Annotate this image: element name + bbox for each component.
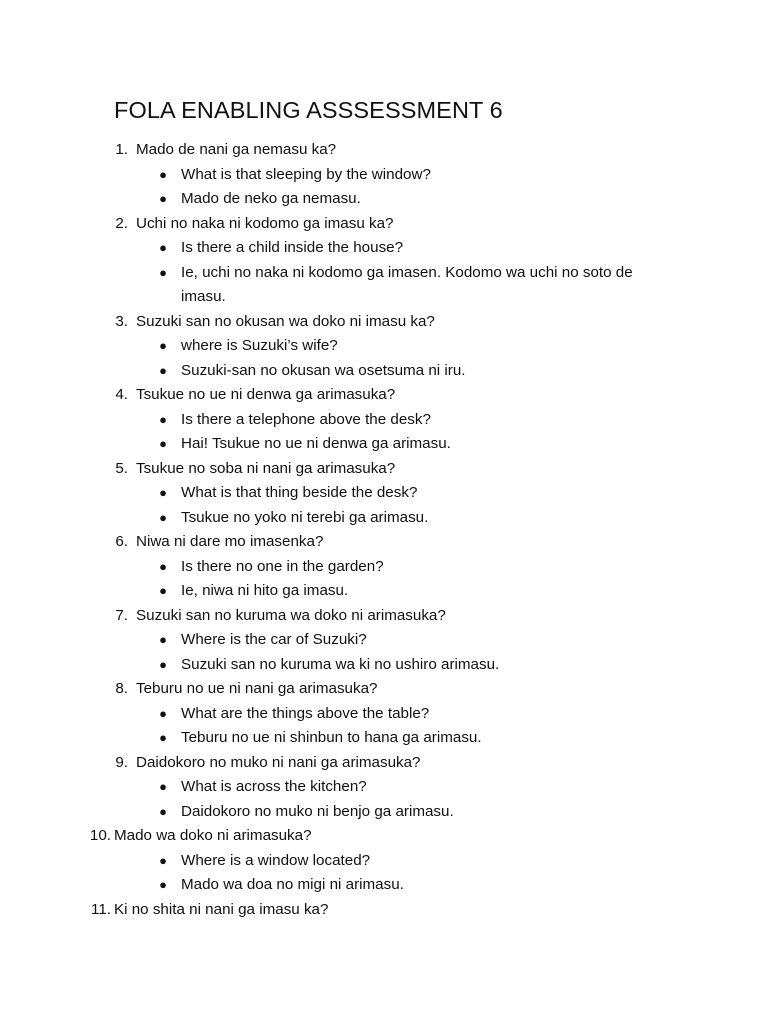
- question-number: 5.: [115, 459, 128, 477]
- answer-text: Where is the car of Suzuki?: [181, 631, 367, 648]
- bullet-icon: ●: [159, 730, 167, 745]
- answer-item: [0, 702, 768, 727]
- answer-item: [0, 653, 768, 678]
- question-number: 2.: [115, 214, 128, 232]
- bullet-icon: ●: [159, 338, 167, 353]
- answer-item: [0, 775, 768, 800]
- bullet-icon: ●: [159, 411, 167, 427]
- bullet-icon: ●: [159, 362, 167, 378]
- question-number: 10.: [89, 827, 111, 844]
- answer-item: [0, 163, 768, 188]
- question-text: Teburu no ue ni nani ga arimasuka?: [136, 680, 378, 697]
- answer-text: What is that thing beside the desk?: [181, 484, 418, 501]
- question-text: Tsukue no ue ni denwa ga arimasuka?: [136, 386, 396, 403]
- bullet-icon: ●: [159, 191, 167, 206]
- question-item: [0, 530, 768, 555]
- answer-text: Teburu no ue ni shinbun to hana ga arimasu.: [181, 729, 482, 746]
- answer-text: Mado wa doa no migi ni arimasu.: [181, 876, 404, 893]
- question-item: [0, 751, 768, 776]
- question-item: [0, 457, 768, 482]
- bullet-icon: ●: [159, 632, 167, 647]
- answer-item: [0, 408, 768, 433]
- question-number: 4.: [115, 386, 128, 403]
- answer-item: [0, 359, 768, 384]
- answer-item: [0, 187, 768, 212]
- question-number: 6.: [115, 533, 128, 550]
- question-item: [0, 138, 768, 163]
- bullet-icon: ●: [159, 705, 167, 721]
- question-text: Tsukue no soba ni nani ga arimasuka?: [136, 459, 396, 477]
- question-text: Niwa ni dare mo imasenka?: [136, 533, 324, 550]
- bullet-icon: ●: [159, 436, 167, 451]
- question-item: [0, 677, 768, 702]
- question-item: [0, 212, 768, 237]
- question-item: [0, 310, 768, 335]
- answer-text: What are the things above the table?: [181, 704, 430, 722]
- question-text: Uchi no naka ni kodomo ga imasu ka?: [136, 214, 394, 232]
- answer-item: [0, 555, 768, 580]
- answer-text: Suzuki san no kuruma wa ki no ushiro arimasu.: [181, 655, 500, 673]
- answer-text: Tsukue no yoko ni terebi ga arimasu.: [181, 508, 429, 526]
- answer-text: Is there a telephone above the desk?: [181, 410, 431, 428]
- question-number: 1.: [115, 141, 128, 158]
- answer-text: Ie, uchi no naka ni kodomo ga imasen. Kodomo wa uchi no soto de imasu.: [181, 263, 633, 305]
- answer-text: Daidokoro no muko ni benjo ga arimasu.: [181, 802, 454, 820]
- answer-item: [0, 432, 768, 457]
- question-number: 9.: [115, 753, 128, 771]
- answer-text: Is there a child inside the house?: [181, 239, 404, 256]
- bullet-icon: ●: [159, 485, 167, 500]
- answer-item: [0, 481, 768, 506]
- answer-item: [0, 800, 768, 825]
- bullet-icon: ●: [159, 779, 167, 794]
- answer-item: [0, 726, 768, 751]
- question-item: [0, 898, 768, 923]
- bullet-icon: ●: [159, 264, 167, 280]
- bullet-icon: ●: [159, 558, 167, 574]
- question-list: [0, 138, 768, 922]
- bullet-icon: ●: [159, 509, 167, 525]
- answer-item: [0, 506, 768, 531]
- answer-text: What is that sleeping by the window?: [181, 165, 431, 183]
- question-number: 7.: [115, 606, 128, 624]
- answer-item: [0, 873, 768, 898]
- question-text: Mado de nani ga nemasu ka?: [136, 141, 337, 158]
- answer-text: Is there no one in the garden?: [181, 557, 384, 575]
- question-text: Suzuki san no kuruma wa doko ni arimasuka?: [136, 606, 446, 624]
- question-text: Ki no shita ni nani ga imasu ka?: [114, 900, 329, 918]
- bullet-icon: ●: [159, 803, 167, 819]
- answer-text: What is across the kitchen?: [181, 778, 367, 795]
- answer-item: [0, 236, 768, 261]
- question-item: [0, 383, 768, 408]
- answer-text: where is Suzuki’s wife?: [181, 337, 338, 354]
- answer-text: Mado de neko ga nemasu.: [181, 190, 361, 207]
- answer-text: Where is a window located?: [181, 851, 371, 869]
- question-text: Mado wa doko ni arimasuka?: [114, 827, 312, 844]
- question-number: 8.: [115, 680, 128, 697]
- bullet-icon: ●: [159, 852, 167, 868]
- answer-item: [0, 628, 768, 653]
- answer-item: [0, 849, 768, 874]
- answer-text: Suzuki-san no okusan wa osetsuma ni iru.: [181, 361, 466, 379]
- question-item: [0, 824, 768, 849]
- answer-item: [0, 261, 768, 310]
- page-title: FOLA ENABLING ASSSESSMENT 6: [114, 97, 503, 123]
- answer-text: Ie, niwa ni hito ga imasu.: [181, 582, 349, 599]
- question-text: Suzuki san no okusan wa doko ni imasu ka?: [136, 312, 435, 330]
- question-number: 11.: [91, 900, 111, 918]
- bullet-icon: ●: [159, 166, 167, 182]
- bullet-icon: ●: [159, 877, 167, 892]
- bullet-icon: ●: [159, 656, 167, 672]
- question-item: [0, 604, 768, 629]
- bullet-icon: ●: [159, 583, 167, 598]
- bullet-icon: ●: [159, 240, 167, 255]
- question-text: Daidokoro no muko ni nani ga arimasuka?: [136, 753, 421, 771]
- question-number: 3.: [115, 312, 128, 330]
- answer-item: [0, 334, 768, 359]
- answer-text: Hai! Tsukue no ue ni denwa ga arimasu.: [181, 435, 451, 452]
- answer-item: [0, 579, 768, 604]
